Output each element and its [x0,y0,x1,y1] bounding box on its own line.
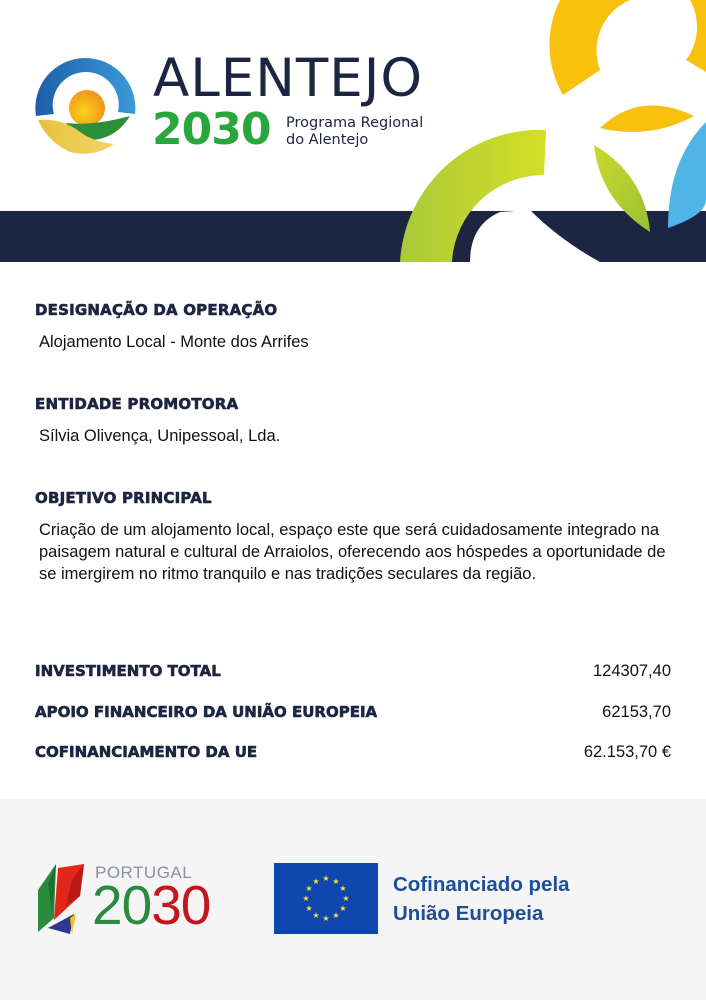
eu-cofunding-text [393,870,570,928]
svg-text:★: ★ [305,904,313,913]
designation-value: Alojamento Local - Monte dos Arrifes [39,333,309,351]
svg-text:★: ★ [302,894,310,903]
eu-stars-icon [274,863,378,934]
svg-text:★: ★ [332,877,340,886]
logo-subtitle-line1: Programa Regional [286,115,424,131]
eu-text-line2: União Europeia [393,902,544,925]
svg-text:★: ★ [342,894,350,903]
logo-year: 2030 [152,104,271,155]
objective-label: OBJETIVO PRINCIPAL [35,489,212,507]
financial-row-total-investment [35,662,671,681]
eu-text-line1: Cofinanciado pela [393,873,570,896]
svg-text:★: ★ [322,914,330,923]
eu-cofinancing-value: 62.153,70 € [583,743,671,761]
svg-text:★: ★ [305,884,313,893]
objective-value: Criação de um alojamento local, espaço este que será cuidadosamente integrado na paisagem natural e cultural de Arraiolos, oferecendo aos hóspedes a oportunidade de se imergirem no ritmo tranquilo e nas tradições seculares da região. [39,521,666,583]
logo-subtitle-line2: do Alentejo [286,132,369,148]
portugal-wordmark: PORTUGAL [95,863,193,882]
designation-label: DESIGNAÇÃO DA OPERAÇÃO [35,301,278,319]
logo-title: ALENTEJO [153,48,424,109]
eu-flag-icon [274,863,378,934]
year-part-green: 20 [92,874,152,936]
svg-text:★: ★ [312,911,320,920]
eu-cofinancing-label: COFINANCIAMENTO DA UE [35,743,258,761]
logo-subtitle [286,115,423,149]
svg-text:★: ★ [332,911,340,920]
svg-text:★: ★ [312,877,320,886]
eu-support-label: APOIO FINANCEIRO DA UNIÃO EUROPEIA [35,703,378,721]
financial-row-eu-cofinancing [35,743,671,762]
header-banner [0,0,706,262]
total-investment-label: INVESTIMENTO TOTAL [35,662,221,680]
svg-text:★: ★ [339,884,347,893]
portugal-2030-year [92,874,211,936]
financial-row-eu-support [35,703,671,722]
promoter-value: Sílvia Olivença, Unipessoal, Lda. [39,427,281,445]
eu-support-value: 62153,70 [602,703,671,721]
alentejo-logo-icon [34,54,138,158]
portugal-2030-flag-icon [36,862,96,936]
year-part-red: 30 [151,874,211,936]
total-investment-value: 124307,40 [593,662,671,680]
svg-text:★: ★ [339,904,347,913]
promoter-label: ENTIDADE PROMOTORA [35,395,239,413]
svg-text:★: ★ [322,874,330,883]
